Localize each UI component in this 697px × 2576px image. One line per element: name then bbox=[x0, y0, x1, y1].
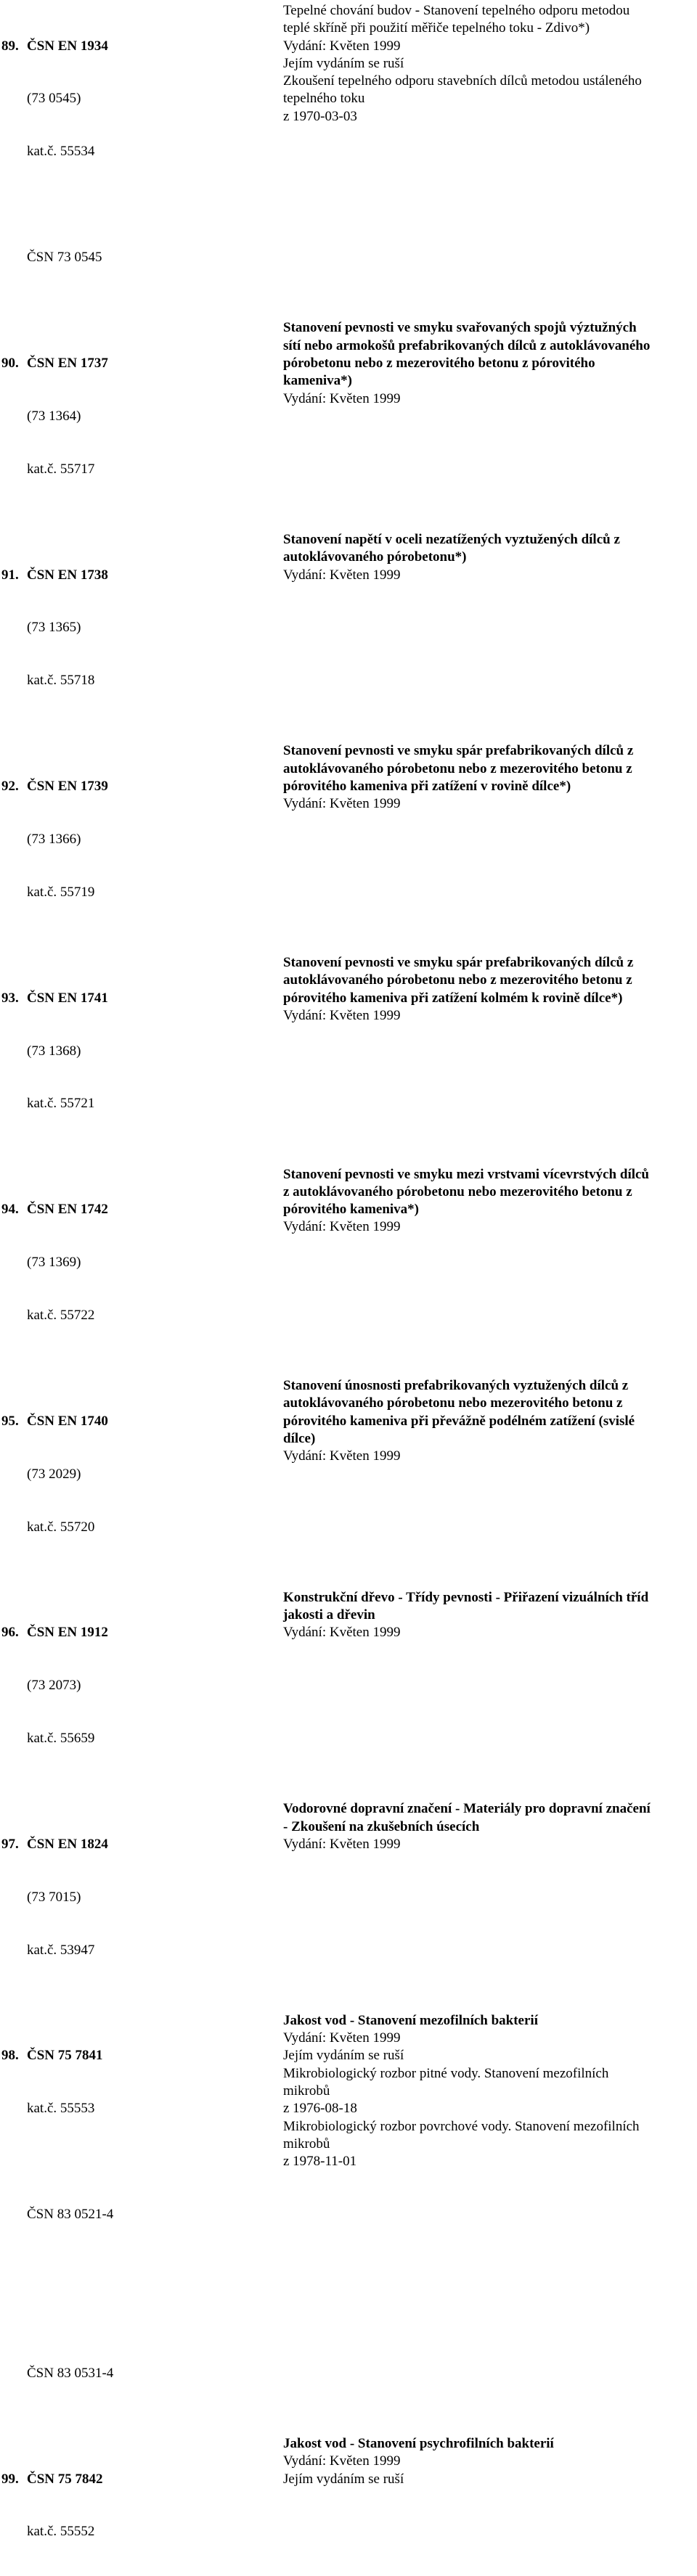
standard-code: ČSN EN 1738 bbox=[27, 567, 108, 583]
classification-code: (73 7015) bbox=[27, 1889, 81, 1905]
standard-code: ČSN EN 1737 bbox=[27, 355, 108, 371]
title-line: z autoklávovaného pórobetonu nebo mezerovitého betonu z bbox=[283, 1184, 632, 1199]
repeal-note: Jejím vydáním se ruší bbox=[283, 2048, 404, 2064]
standard-code: ČSN EN 1824 bbox=[27, 1836, 108, 1852]
entry-number: 91. bbox=[1, 567, 19, 583]
title-line: Jakost vod - Stanovení psychrofilních bakterií bbox=[283, 2435, 554, 2451]
edition: Vydání: Květen 1999 bbox=[283, 2453, 401, 2469]
title-line: Stanovení pevnosti ve smyku spár prefabrikovaných dílců z bbox=[283, 743, 634, 759]
classification-code: (73 1368) bbox=[27, 1043, 81, 1059]
entry-number: 95. bbox=[1, 1413, 19, 1429]
standard-code: ČSN EN 1934 bbox=[27, 38, 108, 54]
title-line: teplé skříně při použití měřiče tepelného toku - Zdivo*) bbox=[283, 20, 590, 36]
classification-code: (73 1366) bbox=[27, 831, 81, 847]
replaced-date: z 1976-08-18 bbox=[283, 2101, 357, 2117]
entry-93 bbox=[0, 954, 697, 1148]
edition: Vydání: Květen 1999 bbox=[283, 1448, 401, 1464]
replaced-standard-code: ČSN 83 0531-4 bbox=[27, 2365, 114, 2381]
edition: Vydání: Květen 1999 bbox=[283, 567, 401, 583]
edition: Vydání: Květen 1999 bbox=[283, 2030, 401, 2046]
standard-code: ČSN EN 1912 bbox=[27, 1625, 108, 1641]
edition: Vydání: Květen 1999 bbox=[283, 1007, 401, 1023]
entry-92 bbox=[0, 742, 697, 936]
catalog-number: kat.č. 55717 bbox=[27, 461, 95, 477]
entry-number: 89. bbox=[1, 38, 19, 54]
title-line: autoklávovaného pórobetonu nebo z mezerovitého betonu z bbox=[283, 972, 632, 988]
replaced-standard-code: ČSN 83 0521-4 bbox=[27, 2207, 114, 2223]
catalog-number: kat.č. 55718 bbox=[27, 673, 95, 689]
title-line: sítí nebo armokošů prefabrikovaných dílců z autoklávovaného bbox=[283, 337, 651, 353]
title-line: pórovitého kameniva při zatížení kolmém k rovině dílce*) bbox=[283, 990, 623, 1006]
entry-number: 97. bbox=[1, 1836, 19, 1852]
entry-number: 92. bbox=[1, 779, 19, 795]
standard-code: ČSN 75 7842 bbox=[27, 2471, 103, 2487]
entry-97 bbox=[0, 1800, 697, 1994]
replaced-title-line: tepelného toku bbox=[283, 91, 365, 107]
catalog-number: kat.č. 55719 bbox=[27, 884, 95, 900]
entry-94 bbox=[0, 1166, 697, 1360]
replaced-date: z 1978-11-01 bbox=[283, 2154, 357, 2170]
title-line: Jakost vod - Stanovení mezofilních bakterií bbox=[283, 2012, 538, 2028]
entry-99 bbox=[0, 2435, 697, 2576]
edition: Vydání: Květen 1999 bbox=[283, 1836, 401, 1852]
title-line: dílce) bbox=[283, 1431, 316, 1447]
catalog-number: kat.č. 55659 bbox=[27, 1731, 95, 1747]
classification-code: (73 1369) bbox=[27, 1255, 81, 1271]
title-line: autoklávovaného pórobetonu nebo mezerovitého betonu z bbox=[283, 1395, 623, 1411]
edition: Vydání: Květen 1999 bbox=[283, 1219, 401, 1235]
catalog-number: kat.č. 55722 bbox=[27, 1307, 95, 1323]
replaced-title-line: Mikrobiologický rozbor pitné vody. Stanovení mezofilních bbox=[283, 2065, 609, 2081]
title-line: autoklávovaného pórobetonu*) bbox=[283, 549, 467, 565]
title-line: Stanovení pevnosti ve smyku spár prefabrikovaných dílců z bbox=[283, 955, 634, 971]
classification-code: (73 1365) bbox=[27, 620, 81, 636]
standard-code: ČSN EN 1741 bbox=[27, 990, 108, 1006]
edition: Vydání: Květen 1999 bbox=[283, 390, 401, 406]
entry-number: 93. bbox=[1, 990, 19, 1006]
entry-number: 96. bbox=[1, 1625, 19, 1641]
title-line: - Zkoušení na zkušebních úsecích bbox=[283, 1818, 480, 1834]
standard-code: ČSN EN 1740 bbox=[27, 1413, 108, 1429]
title-line: Stanovení napětí v oceli nezatížených vyztužených dílců z bbox=[283, 531, 620, 547]
title-line: autoklávovaného pórobetonu nebo z mezerovitého betonu z bbox=[283, 760, 632, 776]
title-line: Vodorovné dopravní značení - Materiály pro dopravní značení bbox=[283, 1801, 651, 1817]
catalog-number: kat.č. 55553 bbox=[27, 2101, 95, 2117]
entry-90 bbox=[0, 319, 697, 513]
catalog-number: kat.č. 53947 bbox=[27, 1942, 95, 1958]
standard-code: ČSN EN 1739 bbox=[27, 779, 108, 795]
edition: Vydání: Květen 1999 bbox=[283, 1625, 401, 1641]
catalog-number: kat.č. 55534 bbox=[27, 144, 95, 160]
replaced-title-line: Zkoušení tepelného odporu stavebních dílců metodou ustáleného bbox=[283, 73, 642, 89]
entry-96 bbox=[0, 1589, 697, 1783]
entry-89 bbox=[0, 2, 697, 302]
entry-number: 94. bbox=[1, 1202, 19, 1218]
catalog-number: kat.č. 55552 bbox=[27, 2524, 95, 2540]
title-line: Stanovení únosnosti prefabrikovaných vyztužených dílců z bbox=[283, 1378, 629, 1394]
replaced-date: z 1970-03-03 bbox=[283, 108, 357, 124]
catalog-number: kat.č. 55721 bbox=[27, 1096, 95, 1112]
title-line: Stanovení pevnosti ve smyku mezi vrstvami vícevrstvých dílců bbox=[283, 1166, 650, 1182]
replaced-standard-code: ČSN 73 0545 bbox=[27, 250, 102, 266]
title-line: kameniva*) bbox=[283, 373, 352, 389]
title-line: pórobetonu nebo z mezerovitého betonu z pórovitého bbox=[283, 355, 595, 371]
entry-91 bbox=[0, 531, 697, 725]
title-line: Stanovení pevnosti ve smyku svařovaných spojů výztužných bbox=[283, 320, 637, 336]
standard-code: ČSN 75 7841 bbox=[27, 2048, 103, 2064]
entry-95 bbox=[0, 1377, 697, 1571]
replaced-title-line: mikrobů bbox=[283, 2083, 330, 2099]
edition: Vydání: Květen 1999 bbox=[283, 796, 401, 812]
classification-code: (73 0545) bbox=[27, 91, 81, 107]
title-line: pórovitého kameniva*) bbox=[283, 1202, 420, 1218]
repeal-note: Jejím vydáním se ruší bbox=[283, 2471, 404, 2487]
classification-code: (73 1364) bbox=[27, 408, 81, 424]
repeal-note: Jejím vydáním se ruší bbox=[283, 55, 404, 71]
title-line: Konstrukční dřevo - Třídy pevnosti - Přiřazení vizuálních tříd bbox=[283, 1589, 649, 1605]
replaced-title-line: Mikrobiologický rozbor povrchové vody. Stanovení mezofilních bbox=[283, 2118, 640, 2134]
entry-number: 99. bbox=[1, 2471, 19, 2487]
catalog-number: kat.č. 55720 bbox=[27, 1519, 95, 1535]
classification-code: (73 2073) bbox=[27, 1678, 81, 1694]
standard-code: ČSN EN 1742 bbox=[27, 1202, 108, 1218]
entry-number: 90. bbox=[1, 355, 19, 371]
title-line: jakosti a dřevin bbox=[283, 1607, 375, 1623]
classification-code: (73 2029) bbox=[27, 1466, 81, 1482]
title-line: pórovitého kameniva při zatížení v rovině dílce*) bbox=[283, 779, 571, 795]
entry-number: 98. bbox=[1, 2048, 19, 2064]
entry-98 bbox=[0, 2012, 697, 2418]
replaced-title-line: mikrobů bbox=[283, 2136, 330, 2152]
title-line: pórovitého kameniva při převážně podélném zatížení (svislé bbox=[283, 1413, 635, 1429]
title-line: Tepelné chování budov - Stanovení tepelného odporu metodou bbox=[283, 3, 630, 18]
edition: Vydání: Květen 1999 bbox=[283, 38, 401, 54]
